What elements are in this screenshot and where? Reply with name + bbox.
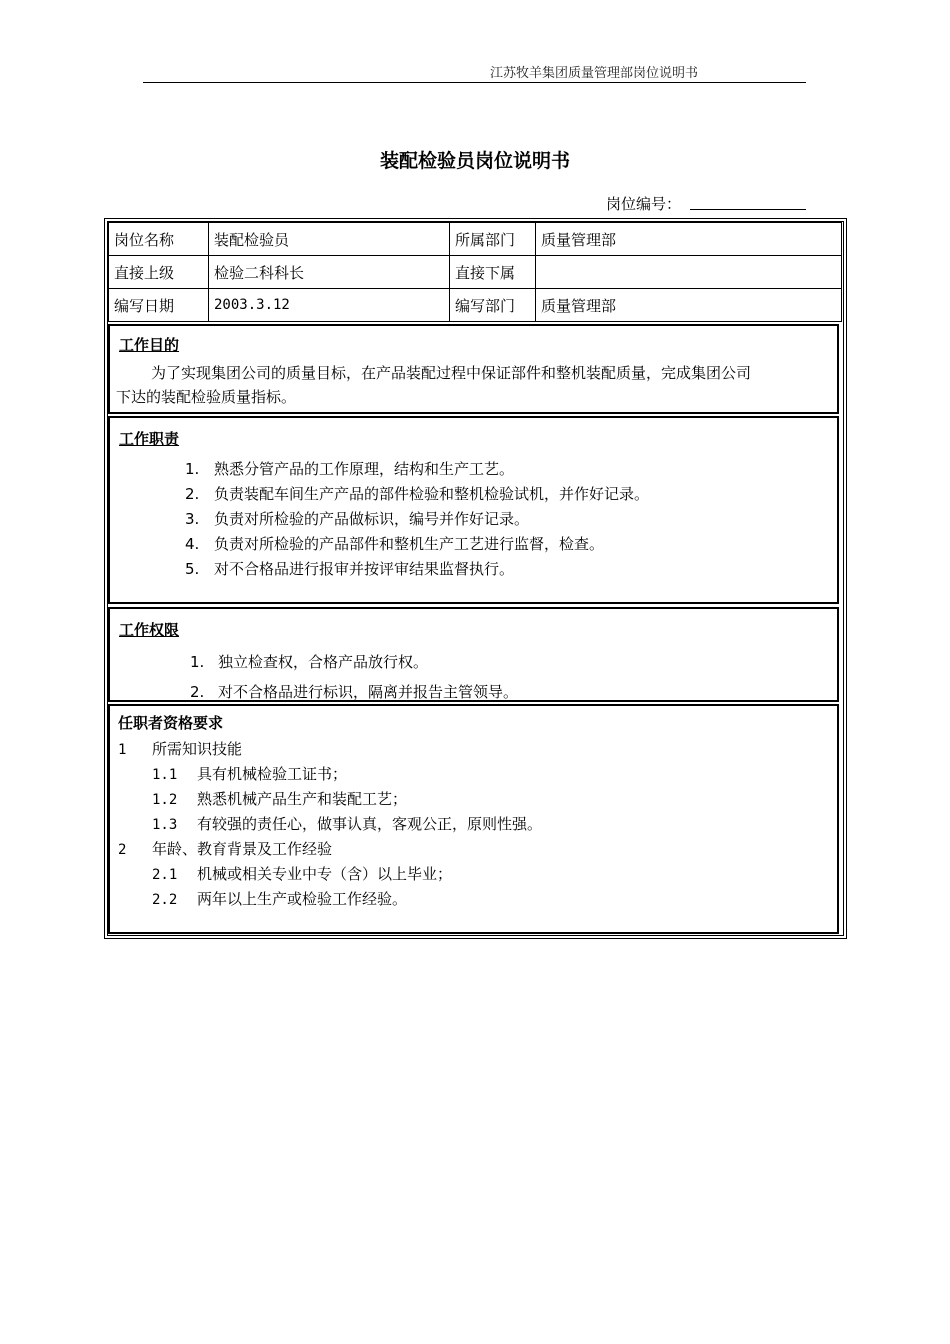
item-text: 有较强的责任心，做事认真，客观公正，原则性强。 [197, 815, 543, 833]
item-text: 熟悉分管产品的工作原理，结构和生产工艺。 [214, 460, 515, 478]
table-row [109, 256, 842, 289]
item-text: 两年以上生产或检验工作经验。 [197, 890, 408, 908]
list-item [190, 651, 428, 672]
item-text: 对不合格品进行报审并按评审结果监督执行。 [214, 560, 515, 578]
value-post-name: 装配检验员 [209, 223, 450, 256]
section-title: 任职者资格要求 [118, 714, 224, 732]
list-item [152, 863, 452, 884]
item-number: 2.1 [152, 867, 178, 883]
table-row [109, 223, 842, 256]
basic-info-table [108, 222, 842, 322]
item-number: 2. [190, 683, 205, 701]
section-qualifications [108, 704, 839, 934]
section-duties [108, 416, 839, 604]
label-author-dept: 编写部门 [450, 289, 536, 322]
table-row [109, 289, 842, 322]
section-title: 工作目的 [119, 336, 180, 354]
list-item [185, 458, 514, 479]
value-author-dept: 质量管理部 [536, 289, 842, 322]
list-item [185, 558, 514, 579]
header-rule [143, 82, 806, 83]
label-department: 所属部门 [450, 223, 536, 256]
section-authority [108, 607, 839, 702]
group-number: 1 [118, 742, 127, 758]
group-text: 年龄、教育背景及工作经验 [152, 840, 333, 858]
item-number: 3. [185, 510, 200, 528]
item-text: 负责对所检验的产品做标识，编号并作好记录。 [214, 510, 530, 528]
item-number: 5. [185, 560, 200, 578]
purpose-line-1: 为了实现集团公司的质量目标，在产品装配过程中保证部件和整机装配质量，完成集团公司 [151, 364, 752, 382]
list-item [185, 483, 649, 504]
label-subordinate: 直接下属 [450, 256, 536, 289]
section-title: 工作权限 [119, 621, 180, 639]
item-number: 1.2 [152, 792, 178, 808]
list-item [185, 508, 529, 529]
item-number: 1. [185, 460, 200, 478]
post-number [606, 193, 681, 214]
list-item [185, 533, 604, 554]
group-heading [118, 838, 332, 859]
group-text: 所需知识技能 [152, 740, 243, 758]
list-item [152, 763, 347, 784]
section-title: 工作职责 [119, 430, 180, 448]
item-text: 具有机械检验工证书； [197, 765, 348, 783]
value-department: 质量管理部 [536, 223, 842, 256]
label-date: 编写日期 [109, 289, 209, 322]
item-text: 对不合格品进行标识，隔离并报告主管领导。 [218, 683, 519, 701]
item-text: 熟悉机械产品生产和装配工艺； [197, 790, 408, 808]
group-heading [118, 738, 242, 759]
value-superior: 检验二科科长 [209, 256, 450, 289]
group-number: 2 [118, 842, 127, 858]
value-date: 2003.3.12 [209, 289, 450, 322]
label-superior: 直接上级 [109, 256, 209, 289]
label-post-name: 岗位名称 [109, 223, 209, 256]
post-number-blank [690, 209, 806, 210]
item-number: 4. [185, 535, 200, 553]
item-number: 2. [185, 485, 200, 503]
item-text: 机械或相关专业中专（含）以上毕业； [197, 865, 453, 883]
item-text: 负责对所检验的产品部件和整机生产工艺进行监督，检查。 [214, 535, 605, 553]
page-header: 江苏牧羊集团质量管理部岗位说明书 [489, 66, 698, 81]
list-item [152, 788, 407, 809]
item-number: 1.1 [152, 767, 178, 783]
item-number: 1. [190, 653, 205, 671]
item-text: 独立检查权，合格产品放行权。 [218, 653, 429, 671]
item-number: 2.2 [152, 892, 178, 908]
list-item [152, 813, 542, 834]
item-text: 负责装配车间生产产品的部件检验和整机检验试机，并作好记录。 [214, 485, 650, 503]
list-item [190, 681, 518, 702]
section-purpose [108, 324, 839, 414]
document-title: 装配检验员岗位说明书 [379, 150, 570, 172]
list-item [152, 888, 407, 909]
purpose-line-2: 下达的装配检验质量指标。 [116, 388, 297, 406]
value-subordinate [536, 256, 842, 289]
post-number-label: 岗位编号： [606, 195, 682, 213]
item-number: 1.3 [152, 817, 178, 833]
